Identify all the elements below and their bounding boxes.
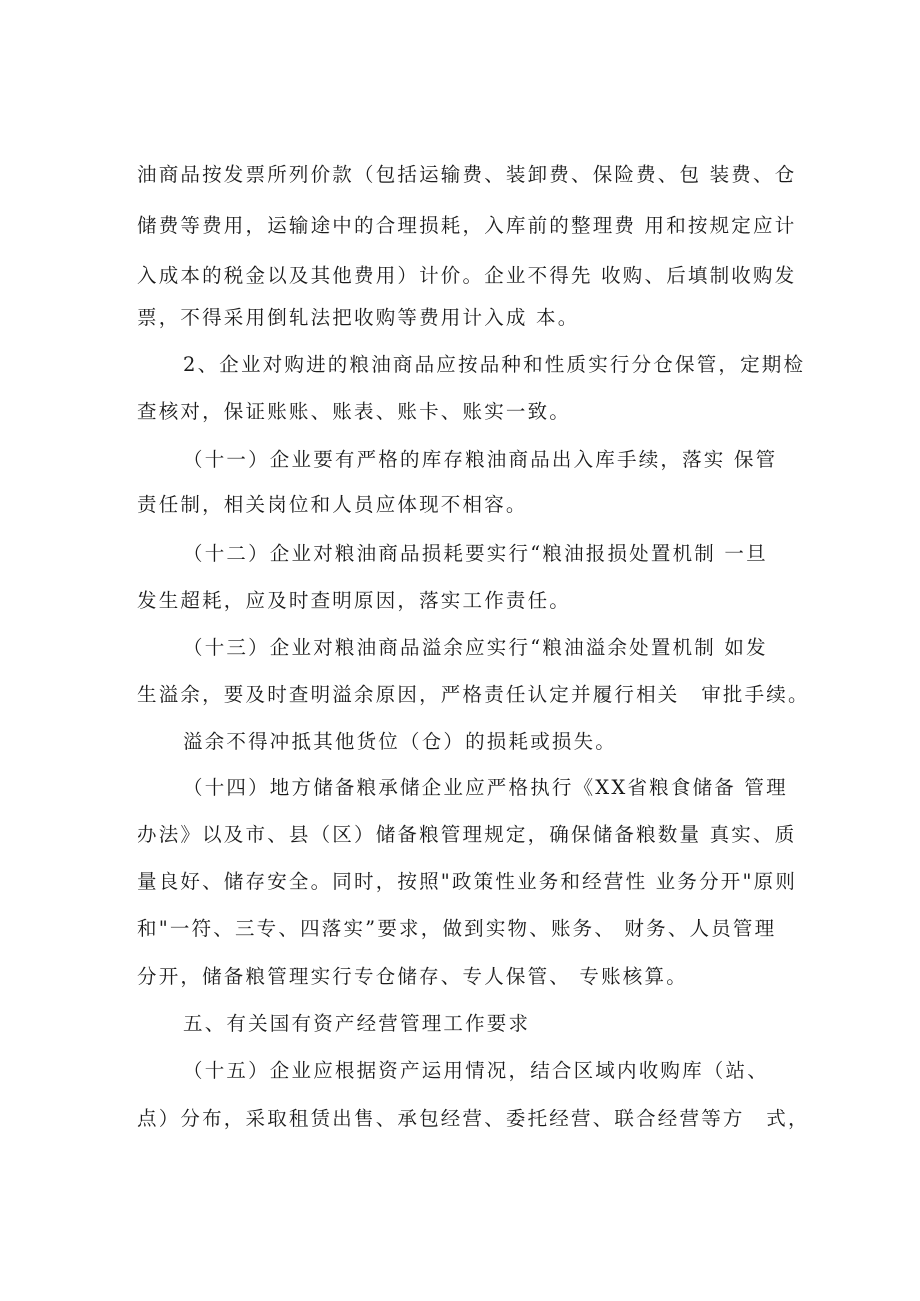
text-line: 溢余不得冲抵其他货位（仓）的损耗或损失。 — [183, 730, 618, 753]
text-line: 和"一符、三专、四落实”要求，做到实物、账务、 财务、人员管理 — [137, 917, 777, 940]
text-line: 量良好、储存安全。同时，按照"政策性业务和经营性 业务分开"原则 — [137, 870, 798, 893]
text-line: 责任制，相关岗位和人员应体现不相容。 — [137, 493, 528, 516]
text-line: （十五）企业应根据资产运用情况，结合区域内收购库（站、 — [183, 1059, 769, 1082]
text-line: 查核对，保证账账、账表、账卡、账实一致。 — [137, 400, 572, 423]
text-line: 分开，储备粮管理实行专仓储存、专人保管、 专账核算。 — [137, 965, 688, 988]
text-line: （十四）地方储备粮承储企业应严格执行《XX省粮食储备 管理 — [183, 776, 788, 799]
text-line: 办法》以及市、县（区）储备粮管理规定，确保储备粮数量 真实、质 — [137, 823, 797, 846]
text-line: （十一）企业要有严格的库存粮油商品出入库手续，落实 保管 — [183, 448, 778, 471]
text-line: 生溢余，要及时查明溢余原因，严格责任认定并履行相关 审批手续。 — [137, 683, 810, 706]
text-line: 点）分布，采取租赁出售、承包经营、委托经营、联合经营等方 式， — [137, 1107, 810, 1130]
text-line: 2、企业对购进的粮油商品应按品种和性质实行分仓保管，定期检 — [183, 353, 806, 376]
text-line: （十三）企业对粮油商品溢余应实行“粮油溢余处置机制 如发 — [183, 636, 768, 659]
text-line: 储费等费用，运输途中的合理损耗，入库前的整理费 用和按规定应计 — [137, 214, 797, 237]
text-line: （十二）企业对粮油商品损耗要实行“粮油报损处置机制 一旦 — [183, 542, 768, 565]
section-heading: 五、有关国有资产经营管理工作要求 — [183, 1012, 531, 1035]
text-line: 发生超耗，应及时查明原因，落实工作责任。 — [137, 589, 572, 612]
text-line: 入成本的税金以及其他费用）计价。企业不得先 收购、后填制收购发 — [137, 264, 797, 287]
text-line: 票，不得采用倒轧法把收购等费用计入成 本。 — [137, 306, 580, 329]
text-line: 油商品按发票所列价款（包括运输费、装卸费、保险费、包 装费、仓 — [137, 163, 797, 186]
